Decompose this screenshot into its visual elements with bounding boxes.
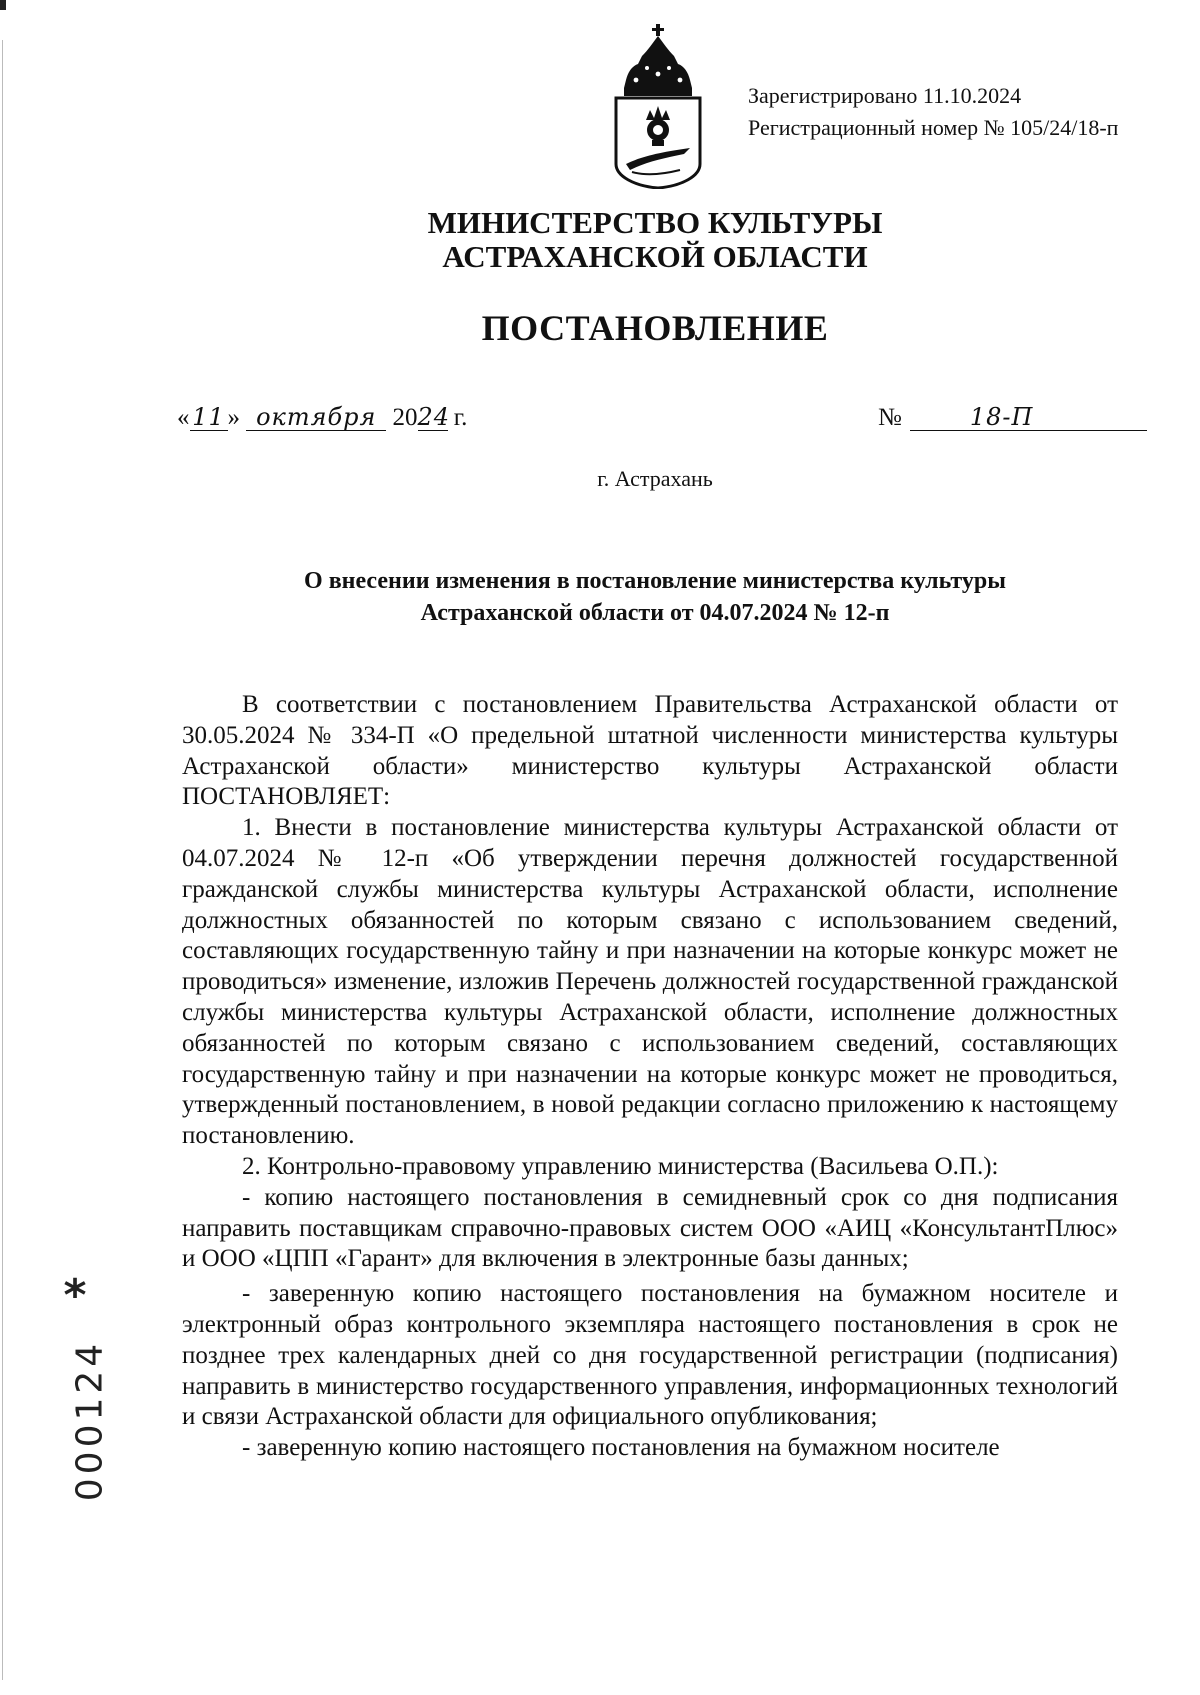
body-paragraph-dash-3: - заверенную копию настоящего постановления на бумажном носителе — [242, 1434, 1000, 1462]
decree-body — [182, 690, 1118, 1464]
registration-number: Регистрационный номер № 105/24/18-п — [748, 115, 1119, 140]
decree-date — [177, 402, 467, 434]
ministry-name — [0, 206, 1200, 274]
body-paragraph-dash-2: - заверенную копию настоящего постановления на бумажном носителе и электронный образ контрольного экземпляра настоящего постановления в срок не позднее трех календарных дней со дня государственной регистрации (подписания) направить в министерство государственного управления, информационных технологий и связи Астраханской области для официального опубликования; — [182, 1280, 1118, 1431]
body-paragraph-dash-1: - копию настоящего постановления в семидневный срок со дня подписания направить поставщикам справочно-правовых систем ООО «АИЦ «КонсультантПлюс» и ООО «ЦПП «Гарант» для включения в электронные базы данных; — [182, 1183, 1118, 1273]
decree-subject — [0, 565, 1200, 629]
ministry-line-2: АСТРАХАНСКОЙ ОБЛАСТИ — [442, 239, 868, 274]
date-close-quote: » — [227, 404, 240, 431]
date-year-suffix: 24 — [417, 403, 451, 431]
registration-stamp — [748, 80, 1118, 144]
date-year-unit: г. — [453, 404, 468, 431]
scan-top-mark — [0, 0, 6, 10]
decree-number — [878, 402, 1147, 434]
serial-sidebar — [45, 1270, 111, 1530]
body-paragraph-item-2: 2. Контрольно-правовому управлению министерства (Васильева О.П.): — [242, 1152, 999, 1180]
serial-number: 000124 — [69, 1339, 111, 1502]
date-month: октября — [246, 404, 386, 431]
city-name: г. Астрахань — [597, 466, 713, 491]
number-value: 18-П — [910, 404, 1147, 431]
body-paragraph-preamble: В соответствии с постановлением Правительства Астраханской области от 30.05.2024 № 334-П «О предельной штатной численности министерства культуры Астраханской области» министерство культуры Астраханской области ПОСТАНОВЛЯЕТ: — [182, 691, 1118, 811]
subject-line-2: Астраханской области от 04.07.2024 № 12-п — [420, 600, 890, 626]
astrakhan-coat-of-arms-icon — [612, 24, 704, 189]
number-label: № — [878, 404, 902, 431]
scan-edge-line — [2, 40, 3, 1680]
registration-date: Зарегистрировано 11.10.2024 — [748, 83, 1022, 108]
ministry-line-1: МИНИСТЕРСТВО КУЛЬТУРЫ — [427, 205, 883, 240]
body-paragraph-item-1: 1. Внести в постановление министерства культуры Астраханской области от 04.07.2024 № 12-п «Об утверждении перечня должностей государственной гражданской службы министерства культуры Астраханской области, исполнение должностных обязанностей по которым связано с использованием сведений, составляющих государственную тайну и при назначении на которые конкурс может не проводиться» изменение, изложив Перечень должностей государственной гражданской службы министерства культуры Астраханской области, исполнение должностных обязанностей по которым связано с использованием сведений, составляющих государственную тайну и при назначении на которые конкурс может не проводиться, утвержденный постановлением, в новой редакции согласно приложению к настоящему постановлению. — [182, 814, 1118, 1150]
serial-star: * — [63, 1270, 87, 1321]
date-open-quote: « — [177, 404, 190, 431]
date-year-prefix: 20 — [392, 404, 418, 431]
doc-type-title: ПОСТАНОВЛЕНИЕ — [481, 308, 829, 348]
subject-line-1: О внесении изменения в постановление министерства культуры — [304, 568, 1006, 594]
date-day: 11 — [190, 404, 228, 431]
